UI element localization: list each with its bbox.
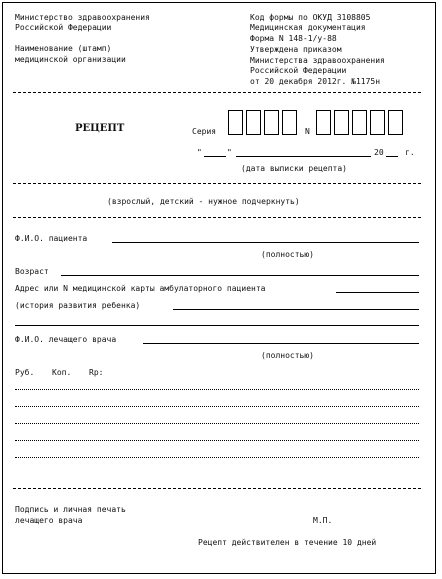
stamp-label: Наименование (штамп) — [15, 44, 112, 53]
separator-1 — [13, 92, 421, 93]
patient-type[interactable]: (взрослый, детский - нужное подчеркнуть) — [107, 197, 300, 206]
ministry-label-right: Министерства здравоохранения — [250, 56, 385, 65]
separator-2 — [13, 183, 421, 184]
approved-label: Утверждена приказом — [250, 45, 342, 54]
prescription-title: РЕЦЕПТ — [75, 123, 125, 134]
rx-line-2[interactable] — [15, 406, 419, 407]
validity-note: Рецепт действителен в течение 10 дней — [198, 538, 377, 547]
day-field[interactable] — [204, 156, 226, 157]
federation-label-right: Российской Федерации — [250, 66, 347, 75]
rub-label: Руб. — [15, 368, 35, 377]
patient-name-field[interactable] — [112, 242, 419, 243]
number-box-2[interactable] — [334, 110, 349, 135]
signature-label-1: Подпись и личная печать — [15, 505, 126, 514]
federation-label: Российской Федерации — [15, 23, 112, 32]
doctor-name-field[interactable] — [143, 343, 419, 344]
age-label: Возраст — [15, 267, 49, 276]
signature-label-2: лечащего врача — [15, 516, 83, 525]
series-box-1[interactable] — [228, 110, 243, 135]
number-label: N — [305, 127, 310, 136]
prescription-form — [2, 2, 436, 574]
year-field[interactable] — [386, 156, 398, 157]
separator-4 — [13, 488, 421, 489]
form-number: Форма N 148-1/у-88 — [250, 34, 337, 43]
date-quote-open: " — [197, 148, 202, 157]
ministry-label: Министерство здравоохранения — [15, 13, 150, 22]
number-box-5[interactable] — [388, 110, 403, 135]
series-box-2[interactable] — [246, 110, 261, 135]
history-label: (история развития ребенка) — [15, 301, 141, 310]
number-box-1[interactable] — [316, 110, 331, 135]
full-name-caption: (полностью) — [261, 250, 314, 259]
history-field[interactable] — [173, 309, 419, 310]
doctor-name-label: Ф.И.О. лечащего врача — [15, 335, 117, 344]
rx-line-3[interactable] — [15, 423, 419, 424]
medical-doc-label: Медицинская документация — [250, 23, 366, 32]
organization-label: медицинской организации — [15, 55, 126, 64]
rx-line-1[interactable] — [15, 389, 419, 390]
date-quote-close: " — [227, 148, 232, 157]
number-box-3[interactable] — [352, 110, 367, 135]
doctor-full-caption: (полностью) — [261, 351, 314, 360]
rx-line-5[interactable] — [15, 457, 419, 458]
okud-code: Код формы по ОКУД 3108805 — [250, 13, 371, 22]
card-number-label: Адрес или N медицинской карты амбулаторного пациента — [15, 284, 266, 293]
year-prefix: 20 — [374, 148, 384, 157]
series-label: Серия — [192, 127, 217, 136]
date-caption: (дата выписки рецепта) — [241, 164, 347, 173]
rp-label: Rp: — [89, 368, 104, 377]
series-box-4[interactable] — [282, 110, 297, 135]
extra-field-line[interactable] — [15, 325, 419, 326]
stamp-place-label: М.П. — [313, 516, 333, 525]
number-box-4[interactable] — [370, 110, 385, 135]
age-field[interactable] — [61, 275, 419, 276]
card-number-field[interactable] — [336, 292, 419, 293]
patient-name-label: Ф.И.О. пациента — [15, 234, 88, 243]
series-box-3[interactable] — [264, 110, 279, 135]
order-date: от 20 декабря 2012г. №1175н — [250, 77, 381, 86]
month-field[interactable] — [236, 156, 371, 157]
rx-line-4[interactable] — [15, 440, 419, 441]
separator-3 — [13, 217, 421, 218]
kop-label: Коп. — [52, 368, 72, 377]
year-suffix: г. — [405, 148, 415, 157]
